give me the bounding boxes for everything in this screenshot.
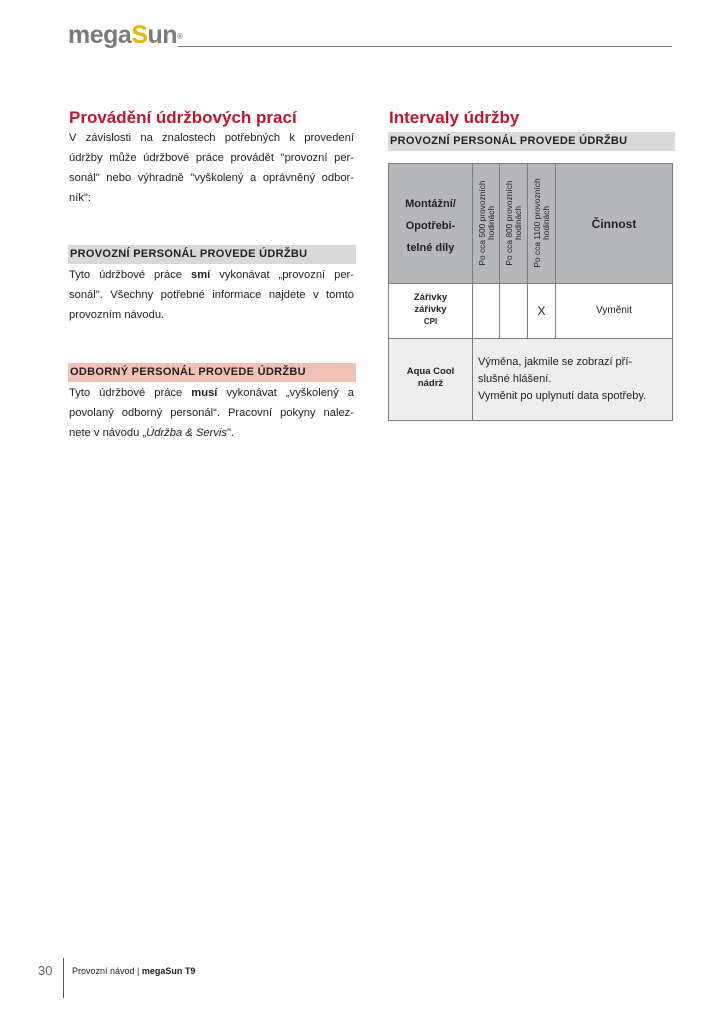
- specialist-line: povolaný odborný personál“. Pracovní pokyny nalez-: [69, 407, 354, 419]
- table-rule: [389, 283, 672, 284]
- page-number: 30: [38, 963, 53, 978]
- right-section-title: Intervaly údržby: [389, 108, 520, 127]
- intro-line: údržby může údržbové práce provádět "provozní per-: [69, 152, 354, 164]
- activity-line: Výměna, jakmile se zobrazí pří-: [478, 356, 633, 368]
- specialist-paragraph: [69, 383, 354, 443]
- table-rule: [389, 338, 672, 339]
- operator-section-band: PROVOZNÍ PERSONÁL PROVEDE ÚDRŽBU: [68, 245, 356, 264]
- footer-divider: [63, 958, 64, 998]
- operator-line: [69, 265, 354, 285]
- header-parts-line: Opotřebi-: [405, 220, 456, 232]
- specialist-emphasis: musí: [191, 387, 218, 399]
- intro-paragraph: [69, 128, 354, 208]
- intro-line: sonál" nebo výhradně "vyškolený a oprávněný odbor-: [69, 172, 354, 184]
- row-lamps-activity: Vyměnit: [596, 305, 632, 316]
- intervals-section-band: PROVOZNÍ PERSONÁL PROVEDE ÚDRŽBU: [388, 132, 675, 151]
- activity-line: Vyměnit po uplynutí data spotřeby.: [478, 390, 647, 402]
- specialist-text: nete v návodu „: [69, 427, 147, 439]
- interval-label: Po cca 500 provozních hodinách: [476, 180, 496, 266]
- operator-text: Tyto údržbové práce: [69, 269, 191, 281]
- left-section-title: Provádění údržbových prací: [69, 108, 297, 127]
- intro-line: ník":: [69, 192, 92, 204]
- activity-line: slušné hlášení.: [478, 373, 552, 385]
- table-header-interval-500: [473, 164, 500, 282]
- interval-label: Po cca 800 provozních hodinách: [503, 180, 523, 266]
- logo-letter-s: S: [131, 21, 148, 49]
- table-header-interval-800: [500, 164, 527, 282]
- part-name-line: CPI: [423, 317, 438, 326]
- logo-registered-mark: ®: [177, 32, 183, 41]
- specialist-text: ".: [226, 427, 235, 439]
- part-name-line: nádrž: [417, 378, 444, 389]
- interval-mark-1100: X: [537, 304, 546, 318]
- operator-line: provozním návodu.: [69, 309, 165, 321]
- operator-text: vykonávat „provozní per-: [210, 269, 354, 281]
- header-parts-line: telné díly: [406, 242, 455, 254]
- specialist-section-band: ODBORNÝ PERSONÁL PROVEDE ÚDRŽBU: [68, 363, 356, 382]
- table-row-aqua-part: [389, 366, 472, 390]
- part-name-line: zářivky: [414, 304, 447, 315]
- logo-text-mega: mega: [68, 21, 132, 49]
- intro-line: V závislosti na znalostech potřebných k provedení: [69, 132, 354, 144]
- footer-caption: [72, 966, 195, 976]
- row-aqua-activity: [478, 354, 672, 405]
- operator-line: sonál". Všechny potřebné informace najdete v tomto: [69, 289, 354, 301]
- header-parts-line: Montážní/: [405, 198, 456, 210]
- header-divider: [178, 46, 672, 47]
- specialist-text: Tyto údržbové práce: [69, 387, 192, 399]
- maintenance-interval-table: [388, 163, 673, 421]
- footer-doc-name: Provozní návod |: [72, 966, 142, 976]
- table-header-parts: [389, 193, 472, 259]
- manual-reference: Údržba & Servis: [146, 427, 227, 439]
- specialist-line: [69, 383, 354, 403]
- interval-label: Po cca 1100 provozních hodinách: [531, 178, 551, 268]
- footer-product-name: megaSun T9: [141, 966, 196, 976]
- part-name-line: Aqua Cool: [406, 366, 455, 377]
- operator-paragraph: [69, 265, 354, 325]
- table-header-activity: Činnost: [591, 217, 637, 231]
- table-header-interval-1100: [528, 164, 555, 282]
- specialist-text: vykonávat „vyškolený a: [217, 387, 354, 399]
- table-row-lamps-part: [389, 292, 472, 327]
- brand-logo: [68, 20, 182, 50]
- part-name-line: Zářivky: [413, 292, 448, 303]
- specialist-line: [69, 423, 354, 443]
- logo-text-un: un: [147, 21, 178, 49]
- operator-emphasis: smí: [190, 269, 211, 281]
